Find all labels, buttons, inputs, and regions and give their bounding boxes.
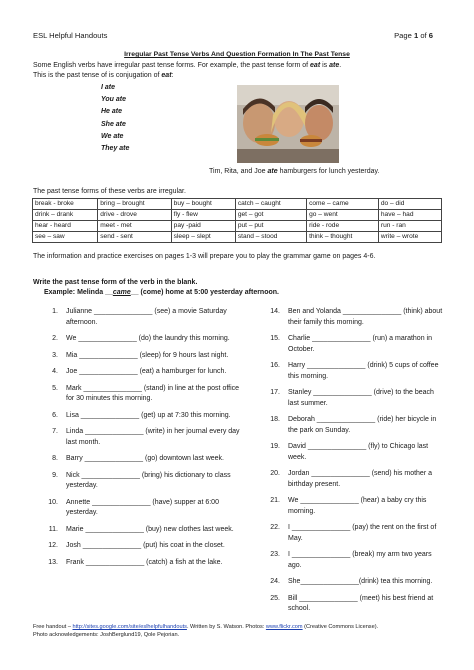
exercise-item[interactable]: 5. Mark _______________ (stand) in line at the post office for 30 minutes this morning. — [52, 384, 240, 402]
conjugation-line: You ate — [101, 96, 127, 104]
table-cell: drink – drank — [33, 210, 98, 221]
table-cell: see – saw — [33, 232, 98, 243]
table-cell: hear - heard — [33, 221, 98, 232]
table-row — [33, 221, 442, 232]
exercise-column-left — [44, 307, 242, 574]
photo-acknowledgements: Photo acknowledgements: JoshBerglund19, Qole Pejorian. — [33, 632, 180, 638]
page-footer: Free handout – http://sites.google.com/site/eslhelpfulhandouts. Written by S. Watson. Photos: www.flickr.com (Creative Commons License). Photo acknowledgements: JoshBerglund19, Qole Pejorian. — [33, 624, 379, 638]
exercise-item[interactable]: 21. We _______________ (hear) a baby cry this morning. — [270, 497, 427, 515]
table-cell: have – had — [378, 210, 441, 221]
table-cell: break - broke — [33, 199, 98, 210]
table-cell: catch – caught — [235, 199, 306, 210]
intro-text: Some English verbs have irregular past tense forms. For example, the past tense form of eat is ate. This is the past tense of is conjugation of eat: — [33, 62, 342, 79]
conjugation-line: He ate — [101, 108, 123, 116]
table-cell: buy – bought — [171, 199, 235, 210]
header-site-name: ESL Helpful Handouts — [33, 31, 108, 40]
table-cell: go – went — [307, 210, 379, 221]
table-cell: run - ran — [378, 221, 441, 232]
exercise-item[interactable]: 2. We _______________ (do) the laundry this morning. — [52, 335, 230, 342]
exercise-example: Example: Melinda __came__ (come) home at 5:00 yesterday afternoon. — [44, 289, 279, 296]
exercise-item[interactable]: 25. Bill _______________ (meet) his best friend at school. — [270, 594, 434, 612]
table-cell: drive - drove — [98, 210, 171, 221]
exercise-item[interactable]: 7. Linda _______________ (write) in her journal every day last month. — [52, 428, 240, 446]
info-text: The information and practice exercises on pages 1-3 will prepare you to play the grammar game on pages 4-6. — [33, 253, 376, 260]
conjugation-line: She ate — [101, 120, 126, 128]
exercise-item[interactable]: 8. Barry _______________ (go) downtown last week. — [52, 455, 224, 462]
exercise-item[interactable]: 15. Charlie _______________ (run) a marathon in October. — [270, 335, 432, 353]
exercise-item[interactable]: 10. Annette _______________ (have) supper at 6:00 yesterday. — [48, 498, 219, 516]
exercise-item[interactable]: 14. Ben and Yolanda _______________ (think) about their family this morning. — [270, 308, 443, 326]
exercise-item[interactable]: 9. Nick _______________ (bring) his dictionary to class yesterday. — [52, 471, 231, 489]
conjugation-line: We ate — [101, 132, 124, 140]
exercise-item[interactable]: 24. She_______________(drink) tea this morning. — [270, 578, 433, 585]
table-cell: stand – stood — [235, 232, 306, 243]
exercise-item[interactable]: 3. Mia _______________ (sleep) for 9 hours last night. — [52, 351, 229, 359]
table-cell: pay -paid — [171, 221, 235, 232]
exercise-item[interactable]: 17. Stanley _______________ (drive) to the beach last summer. — [270, 389, 434, 407]
exercise-item[interactable]: 22. I _______________ (pay) the rent on the first of May. — [270, 524, 437, 542]
table-cell: think – thought — [307, 232, 379, 243]
header-page-number: Page 1 of 6 — [394, 31, 433, 40]
photo-caption: Tim, Rita, and Joe ate hamburgers for lunch yesterday. — [209, 168, 380, 175]
exercise-item[interactable]: 23. I _______________ (break) my arm two years ago. — [270, 551, 432, 569]
exercise-instructions: Write the past tense form of the verb in the blank. — [33, 279, 198, 286]
conjugation-line: I ate — [101, 84, 116, 91]
table-cell: sleep – slept — [171, 232, 235, 243]
table-intro: The past tense forms of these verbs are irregular. — [33, 188, 186, 195]
conjugation-list — [101, 82, 129, 155]
table-row — [33, 199, 442, 210]
footer-link-handouts[interactable]: http://sites.google.com/site/eslhelpfulhandouts — [72, 624, 187, 630]
hamburger-photo — [237, 85, 339, 163]
page-title: Irregular Past Tense Verbs And Question Formation In The Past Tense — [124, 51, 350, 58]
conjugation-line: They ate — [101, 145, 130, 153]
people-eating-photo-icon — [237, 85, 339, 163]
table-cell: ride - rode — [307, 221, 379, 232]
table-row — [33, 232, 442, 243]
table-cell: come – came — [307, 199, 379, 210]
irregular-verbs-table — [32, 198, 442, 243]
table-cell: send - sent — [98, 232, 171, 243]
table-cell: bring – brought — [98, 199, 171, 210]
exercise-item[interactable]: 4. Joe _______________ (eat) a hamburger for lunch. — [52, 368, 227, 375]
table-cell: get – got — [235, 210, 306, 221]
exercise-item[interactable]: 1. Julianne _______________ (see) a movie Saturday afternoon. — [52, 308, 227, 326]
exercise-item[interactable]: 12. Josh _______________ (put) his coat in the closet. — [48, 542, 225, 549]
footer-link-flickr[interactable]: www.flickr.com — [265, 624, 303, 630]
table-row — [33, 210, 442, 221]
exercise-item[interactable]: 11. Marie _______________ (buy) new clothes last week. — [48, 525, 234, 533]
table-cell: write – wrote — [378, 232, 441, 243]
exercise-item[interactable]: 18. Deborah _______________ (ride) her bicycle in the park on Sunday. — [270, 416, 437, 434]
exercise-item[interactable]: 20. Jordan _______________ (send) his mother a birthday present. — [270, 470, 432, 488]
table-cell: meet - met — [98, 221, 171, 232]
exercise-column-right — [266, 307, 446, 621]
table-cell: do – did — [378, 199, 441, 210]
exercise-item[interactable]: 13. Frank _______________ (catch) a fish at the lake. — [48, 558, 223, 566]
exercise-item[interactable]: 16. Harry _______________ (drink) 5 cups of coffee this morning. — [270, 362, 439, 380]
table-cell: put – put — [235, 221, 306, 232]
table-cell: fly - flew — [171, 210, 235, 221]
exercise-item[interactable]: 19. David _______________ (fly) to Chicago last week. — [270, 443, 429, 461]
exercise-item[interactable]: 6. Lisa _______________ (get) up at 7:30 this morning. — [52, 411, 231, 419]
